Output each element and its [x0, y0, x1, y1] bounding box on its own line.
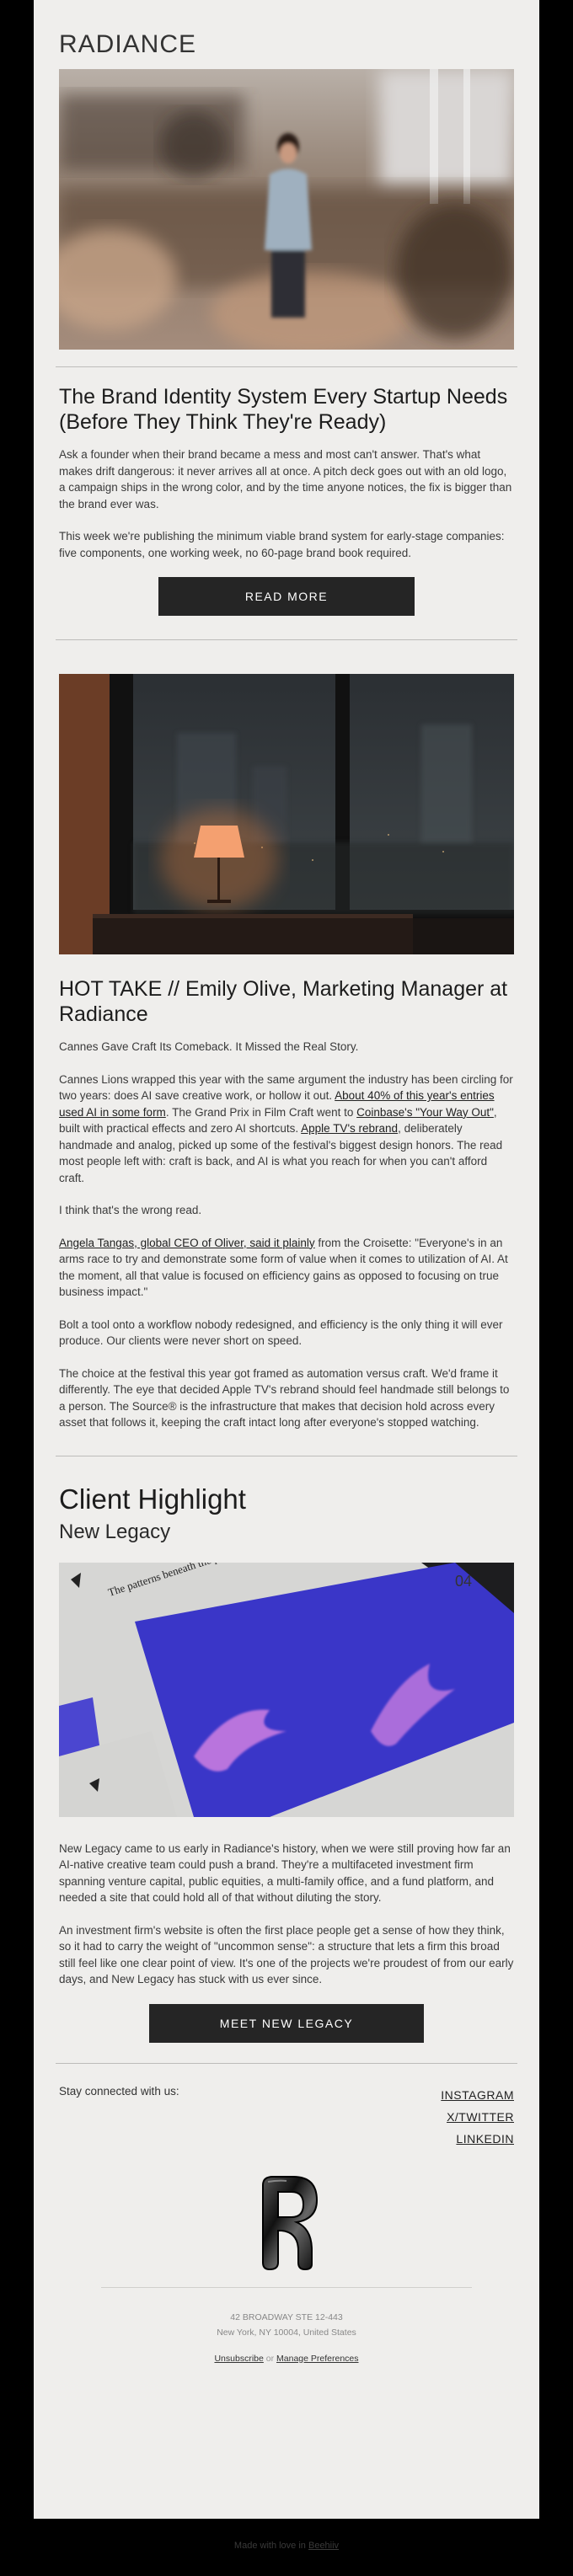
brand-logo[interactable]: RADIANCE — [59, 30, 197, 58]
article-title[interactable]: The Brand Identity System Every Startup Needs (Before They Think They're Ready) — [59, 385, 508, 434]
unsubscribe-link[interactable]: Unsubscribe — [214, 2353, 264, 2364]
manage-preferences-link[interactable]: Manage Preferences — [276, 2353, 359, 2364]
article-paragraph: The choice at the festival this year got framed as automation versus craft. We'd frame it differently. The eye that decided Apple TV's rebrand should feel handmade still belongs to a person. The Source® is the infrastructure that makes that decision hold across every asset that follows it, keeping the craft intact long after everyone's stopped watching. — [59, 1366, 510, 1429]
ai-entries-link[interactable]: About 40% of this year's entries used AI in some form — [59, 1089, 495, 1119]
social-section — [59, 2064, 514, 2150]
highlight-paragraph: New Legacy came to us early in Radiance's history, when we were still proving how far an AI-native creative team could push a brand. They're a multifaceted investment firm spanning venture capital, public equities, a multi-family office, and a fund platform, and needed a site that could hold all of that without diluting the story. — [59, 1841, 511, 1904]
hot-take-image — [59, 674, 514, 954]
hot-take-subtitle: Cannes Gave Craft Its Comeback. It Missed the Real Story. — [59, 1040, 359, 1053]
coinbase-link[interactable]: Coinbase's "Your Way Out" — [356, 1105, 494, 1119]
divider — [56, 366, 517, 367]
footer-address-line2: New York, NY 10004, United States — [217, 2327, 356, 2338]
apple-tv-link[interactable]: Apple TV's rebrand — [301, 1122, 399, 1135]
read-more-button[interactable]: READ MORE — [158, 577, 415, 616]
footer-links: Unsubscribe or Manage Preferences — [214, 2353, 359, 2364]
hot-take-title[interactable]: HOT TAKE // Emily Olive, Marketing Manager at Radiance — [59, 977, 508, 1026]
hero-image-crowd — [59, 69, 514, 350]
social-links — [441, 2084, 514, 2150]
client-name: New Legacy — [59, 1520, 171, 1543]
radiance-r-logo-icon — [59, 2170, 514, 2275]
beehiiv-link[interactable]: Beehiiv — [308, 2541, 340, 2551]
article-paragraph: I think that's the wrong read. — [59, 1204, 202, 1216]
made-with-footer: Made with love in Beehiiv — [233, 2541, 340, 2551]
article-paragraph: Bolt a tool onto a workflow nobody redesigned, and efficiency is the only thing it will ever produce. Our clients were never short on speed. — [59, 1317, 503, 1347]
article-paragraph: This week we're publishing the minimum viable brand system for early-stage companies: five components, one working week, no 60-page brand book required. — [59, 530, 505, 559]
highlight-paragraph: An investment firm's website is often the first place people get a sense of how they think, so it had to carry the weight of "uncommon sense": a structure that lets a firm this broad still feel like one clear point of view. It's one of the projects we're proudest of from our early days, and New Legacy has stuck with us ever since. — [59, 1923, 514, 1985]
instagram-link[interactable]: INSTAGRAM — [441, 2087, 514, 2102]
footer-address-line1: 42 BROADWAY STE 12-443 — [230, 2311, 343, 2322]
meet-new-legacy-button[interactable]: MEET NEW LEGACY — [149, 2004, 424, 2043]
poster-number: 04 — [455, 1572, 473, 1590]
linkedin-link[interactable]: LINKEDIN — [456, 2131, 514, 2146]
client-highlight-heading: Client Highlight — [59, 1483, 246, 1515]
twitter-link[interactable]: X/TWITTER — [447, 2109, 514, 2124]
article-paragraph: Cannes Lions wrapped this year with the same argument the industry has been circling for two years: does AI save creative work, or hollow it out. About 40% of this year's entries used AI in some form. The Grand Prix in Film Craft went to Coinbase's "Your Way Out", built with practical effects and zero AI shortcuts. Apple TV's rebrand, deliberately handmade and analog, picked up some of the festival's biggest design honors. The read most people left with: craft is back, and AI is what you reach for when you can't afford craft. — [59, 1072, 513, 1184]
article-paragraph: Ask a founder when their brand became a mess and most can't answer. That's what makes drift dangerous: it never arrives all at once. A pitch deck goes out with an old logo, a campaign ships in the wrong color, and by the time anyone notices, the fix is bigger than the brand ever was. — [59, 448, 512, 510]
email-card — [34, 0, 539, 2519]
article-paragraph: Angela Tangas, global CEO of Oliver, said it plainly from the Croisette: "Everyone's in an arms race to try and demonstrate some form of value when it comes to utilization of AI. At the moment, all that value is focused on efficiency gains as opposed to focusing on true business impact." — [59, 1236, 508, 1298]
divider — [56, 639, 517, 640]
new-legacy-image — [59, 1563, 514, 1817]
angela-tangas-link[interactable]: Angela Tangas, global CEO of Oliver, said it plainly — [59, 1236, 315, 1249]
social-label: Stay connected with us: — [59, 2084, 179, 2098]
